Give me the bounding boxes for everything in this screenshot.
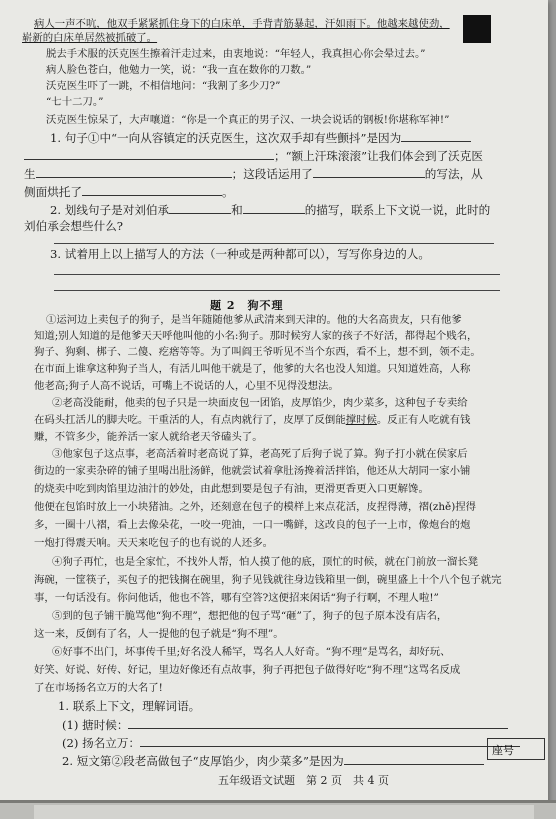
seat-label: 座号 [492,744,514,757]
answer-blank[interactable] [128,717,508,729]
q2-text-c: 的描写，联系上下文说一说，此时的 [304,203,491,217]
passage-line: 赚，不管多少，能养活一家人就给老天爷磕头了。 [34,431,263,443]
answer-line[interactable] [54,290,500,291]
question-2-stem [50,202,490,217]
page-footer: 五年级语文试题 第 2 页 共 4 页 [218,774,389,787]
story-line-2: 崭新的白床单居然被抓破了。 [22,32,158,44]
q1-text-c: 生 [24,167,36,181]
passage-line: 狗子、狗剩、梆子、二傻、疙瘩等等。为了叫阎王爷听见不当个东西，看不上，想不到，领不走。 [34,346,481,358]
q-text: (2) 扬名立万： [62,736,141,750]
q-text: (1) 搪时候： [62,718,129,732]
underlined-word: 撑时候 [345,414,377,426]
passage-title: 题 2 狗不理 [210,299,284,312]
question-2-2 [62,753,484,768]
page-edge-shadow [0,800,556,803]
story-line-6: “七十二刀。” [46,96,104,108]
q1-text-g: 。 [221,185,234,199]
passage-line: ④狗子再忙，也是全家忙，不找外人帮，怕人摸了他的底，顶忙的时候，就在门前放一溜长凳 [52,556,479,568]
answer-blank[interactable] [36,166,232,178]
passage-line: 一炮打得震天响。天天来吃包子的也有说的人还多。 [34,537,273,549]
corner-marker [463,15,491,43]
passage-line: ③他家包子这点事，老高活着时老高说了算，老高死了后狗子说了算。狗子打小就在侯家后 [52,448,468,460]
answer-line[interactable] [54,274,500,275]
answer-blank[interactable] [140,735,520,747]
passage-text: 。反正有人吃就有钱 [376,414,471,426]
next-page-edge [0,800,556,819]
passage-line: 他便在包馅时放上一小块猪油。之外，还刻意在包子的模样上来点花活，皮捏得薄，褶(zhě)捏得 [34,501,477,513]
passage-text: 在码头扛活儿的脚夫吃。干重活的人，有点肉就行了，皮厚了反倒能 [34,414,346,426]
answer-line[interactable] [54,243,494,244]
answer-blank[interactable] [344,753,484,765]
question-1-line4 [24,184,234,199]
answer-blank[interactable] [313,166,425,178]
passage-line [34,413,470,427]
q1-text-a: 1. 句子①中“一向从容镇定的沃克医生，这次双手却有些颤抖”是因为 [50,131,402,145]
story-line-4: 病人脸色苍白，他勉力一笑，说：“我一直在数你的刀数。” [46,64,312,76]
q2-text-a: 2. 划线句子是对刘伯承 [50,203,170,217]
answer-blank[interactable] [82,184,222,196]
question-2-line2: 刘伯承会想些什么? [24,219,123,233]
q-text: 2. 短文第②段老高做包子“皮厚馅少，肉少菜多”是因为 [62,754,344,768]
question-2-1b [62,735,520,750]
passage-line: ⑤到的包子铺干脆骂他“狗不理”，想把他的包子骂“砸”了，狗子的包子原本没有店名， [52,610,448,622]
q1-text-e: 的写法，从 [424,167,483,181]
passage-line: 多，一圈十八褶，看上去像朵花，一咬一兜油，一口一嘴鲜，这改良的包子一上市，像炮台的炮 [34,519,471,531]
story-line-1: 病人一声不吭，他双手紧紧抓住身下的白床单，手背青筋暴起，汗如雨下。他越来越使劲， [34,18,450,30]
passage-line: ②老高没能耐，他卖的包子只是一块面皮包一团馅，皮厚馅少，肉少菜多，这种包子专卖给 [52,397,468,409]
passage-line: 了在市场扬名立万的大名了! [34,682,163,694]
answer-blank[interactable] [401,130,471,142]
passage-line: 在市面上谁拿这种狗子当人，有活儿叫他干就是了，他爹的大名也没人知道。只知道姓高，人称 [34,363,471,375]
passage-line: 他老高;狗子人高不说话，可嘴上不说话的人，心里不见得没想法。 [34,380,339,392]
seat-number-box[interactable] [487,738,545,760]
passage-line: ①运河边上卖包子的狗子，是当年随随他爹从武清来到天津的。他的大名高贵友，只有他爹 [46,314,462,326]
q1-text-f: 侧面烘托了 [24,185,82,199]
passage-line: ⑥好事不出门，坏事传千里;好名没人稀罕，骂名人人好奇。“狗不理”是骂名，却好玩、 [52,646,451,658]
passage-line: 好笑、好说、好传、好记，里边好像还有点故事，狗子再把包子做得好吃“狗不理”这骂名反成 [34,664,461,676]
q1-text-b: ；“额上汗珠滚滚”让我们体会到了沃克医 [274,149,483,163]
question-1-line3 [24,166,483,181]
story-line-7: 沃克医生惊呆了，大声嚷道：“你是一个真正的男子汉、一块会说话的钢板!你堪称军神!” [46,114,450,126]
answer-blank[interactable] [24,148,274,160]
question-3: 3. 试着用上以上描写人的方法（一种或是两种都可以），写写你身边的人。 [50,247,430,261]
answer-blank[interactable] [169,202,231,214]
passage-line: 事，一句话没有。你问他话，他也不答，哪有空答?这便招来闲话“狗子行啊，不理人啦!” [34,592,439,604]
passage-line: 的烧卖中吃到肉馅里边油汁的妙处，由此想到要是包子有油，更滑更香更入口更解馋。 [34,483,429,495]
passage-line: 海碗，一筐筷子，买包子的把钱搁在碗里，狗子见钱就往身边钱箱里一倒，碗里盛上十个八个包子就完 [34,574,502,586]
question-2-1: 1. 联系上下文，理解词语。 [58,699,201,713]
answer-blank[interactable] [243,202,305,214]
passage-line: 这一来，反倒有了名，人一提他的包子就是“狗不理”。 [34,628,284,640]
question-1-line2 [24,148,483,163]
story-line-3: 脱去手术服的沃克医生擦着汗走过来，由衷地说：“年轻人，我真担心你会晕过去。” [46,48,426,60]
story-line-5: 沃克医生吓了一跳，不相信地问：“我割了多少刀?” [46,80,281,92]
question-2-1a [62,717,508,732]
next-page-paper [34,805,534,819]
q2-text-b: 和 [231,203,243,217]
q1-text-d: ；这段话运用了 [231,167,313,181]
passage-line: 街边的一家卖杂碎的铺子里喝出肚汤鲜，他就尝试着拿肚汤搀着活拌馅，他还从大胡同一家小铺 [34,465,471,477]
passage-line: 知道;别人知道的是他爹天天呼他叫他的小名:狗子。那时候穷人家的孩子不好活，都得起个贱名， [34,330,478,342]
question-1-stem [50,130,471,145]
